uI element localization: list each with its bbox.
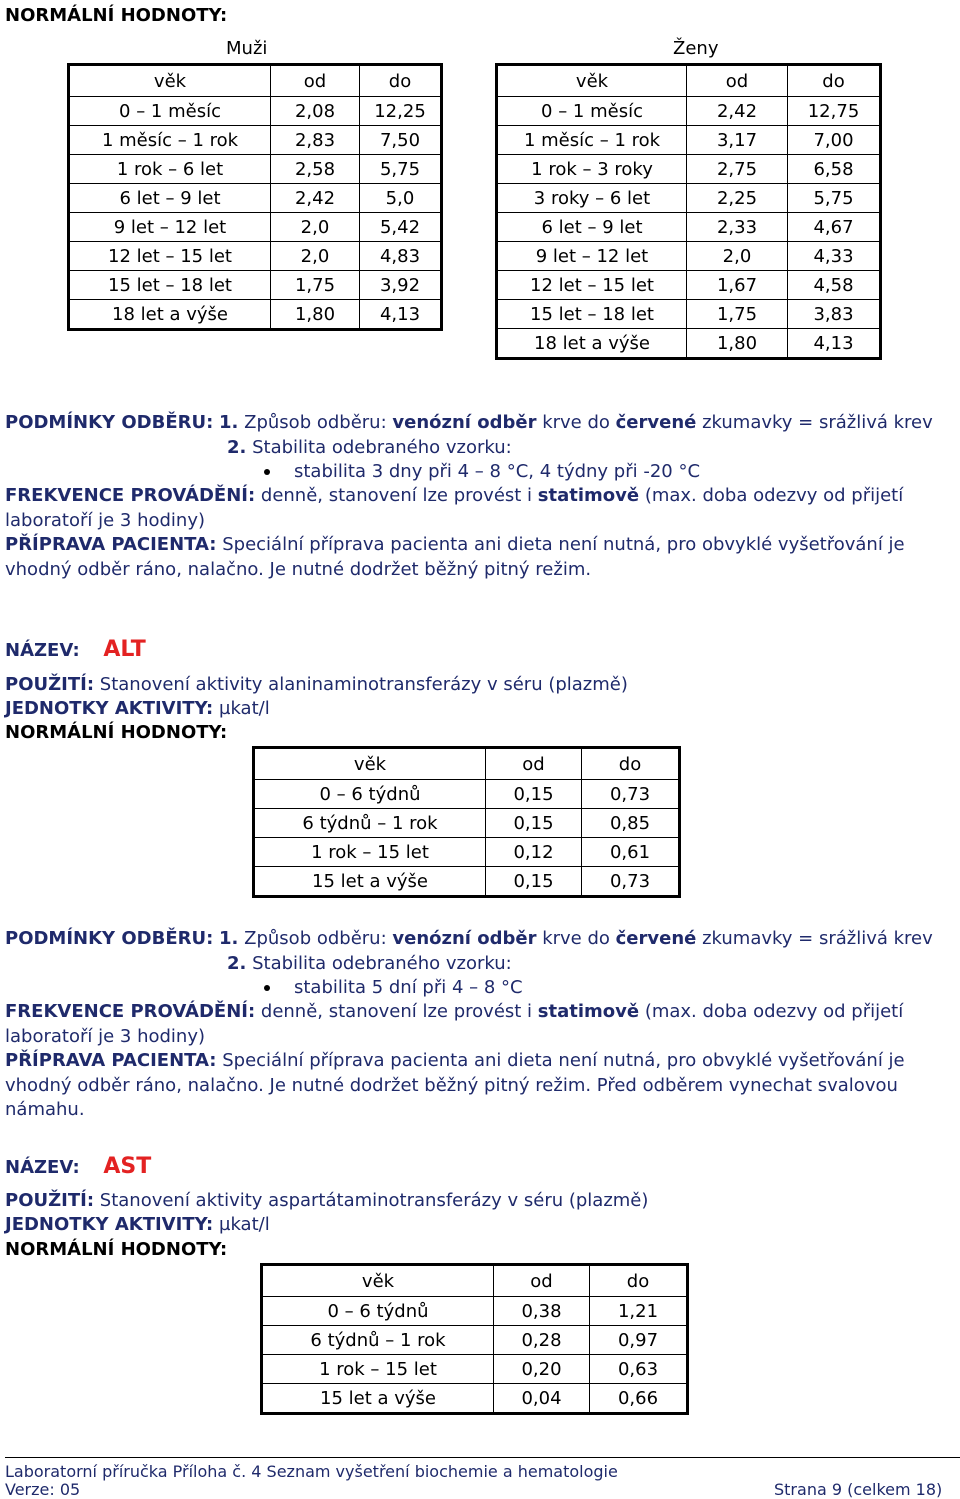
cell-age: 1 rok – 3 roky [497, 155, 687, 184]
name-label: NÁZEV: [5, 1157, 80, 1178]
cell-to: 6,58 [788, 155, 881, 184]
alt-normal-label: NORMÁLNÍ HODNOTY: [5, 722, 228, 743]
cell-to: 1,21 [590, 1297, 688, 1326]
table-row [497, 300, 881, 329]
bullet-icon [264, 469, 270, 475]
cond1-text-a: Způsob odběru: [244, 928, 393, 949]
col-header-to: do [582, 748, 680, 780]
table-row [497, 155, 881, 184]
footer-version: Verze: 05 [5, 1480, 81, 1499]
conditions-label: PODMÍNKY ODBĚRU: [5, 928, 214, 949]
cell-from: 0,12 [486, 838, 582, 867]
table-row [69, 271, 442, 300]
cell-to: 5,42 [360, 213, 442, 242]
cell-to: 0,61 [582, 838, 680, 867]
preparation-label: PŘÍPRAVA PACIENTA: [5, 534, 217, 555]
col-header-from: od [271, 65, 360, 97]
table-header-row [254, 748, 680, 780]
cell-from: 2,25 [687, 184, 788, 213]
bullet-text: stabilita 3 dny při 4 – 8 °C, 4 týdny při -20 °C [294, 461, 701, 482]
ast-use-line [5, 1189, 648, 1213]
cell-from: 0,38 [494, 1297, 590, 1326]
preparation-text-a: Speciální příprava pacienta ani dieta není nutná, pro obvyklé vyšetřování je [216, 534, 905, 555]
table-row [497, 97, 881, 126]
table-row [69, 126, 442, 155]
cell-to: 0,66 [590, 1384, 688, 1414]
alt-stability-bullet [264, 976, 523, 1000]
cond1-number: 1. [219, 928, 239, 949]
cell-age: 1 rok – 15 let [254, 838, 486, 867]
frequency-line [5, 484, 903, 508]
cell-from: 1,75 [687, 300, 788, 329]
preparation-text-a: Speciální příprava pacienta ani dieta není nutná, pro obvyklé vyšetřování je [216, 1050, 905, 1071]
units-value: µkat/l [213, 1214, 270, 1235]
cell-age: 12 let – 15 let [69, 242, 271, 271]
col-header-to: do [788, 65, 881, 97]
stability-bullet [264, 460, 700, 484]
cell-to: 5,0 [360, 184, 442, 213]
table-row [69, 184, 442, 213]
cell-from: 0,20 [494, 1355, 590, 1384]
test-name: ALT [103, 637, 146, 662]
name-label: NÁZEV: [5, 640, 80, 661]
cell-to: 7,00 [788, 126, 881, 155]
frequency-text-c: (max. doba odezvy od přijetí [639, 485, 904, 506]
units-label: JEDNOTKY AKTIVITY: [5, 1214, 214, 1235]
alt-name-line [5, 638, 146, 663]
cond1-number: 1. [219, 412, 239, 433]
women-label: Ženy [673, 38, 719, 59]
col-header-to: do [590, 1265, 688, 1297]
cell-to: 0,97 [590, 1326, 688, 1355]
men-label: Muži [226, 38, 268, 59]
frequency-line-2: laboratoří je 3 hodiny) [5, 510, 205, 531]
cell-from: 2,33 [687, 213, 788, 242]
ast-normal-label: NORMÁLNÍ HODNOTY: [5, 1239, 228, 1260]
col-header-to: do [360, 65, 442, 97]
table-header-row [262, 1265, 688, 1297]
cell-to: 12,75 [788, 97, 881, 126]
ast-units-line [5, 1213, 270, 1237]
cell-age: 1 rok – 15 let [262, 1355, 494, 1384]
table-row [254, 838, 680, 867]
cell-from: 3,17 [687, 126, 788, 155]
alt-preparation-line [5, 1049, 905, 1073]
table-header-row [69, 65, 442, 97]
alt-frequency-line [5, 1000, 903, 1024]
conditions-line-1 [5, 411, 933, 435]
cell-to: 5,75 [360, 155, 442, 184]
alt-preparation-line-3: námahu. [5, 1099, 85, 1120]
table-row [497, 126, 881, 155]
frequency-text-a: denně, stanovení lze provést i [255, 485, 538, 506]
cond1-text-a: Způsob odběru: [244, 412, 393, 433]
cell-age: 9 let – 12 let [497, 242, 687, 271]
cell-to: 5,75 [788, 184, 881, 213]
table-row [69, 155, 442, 184]
cell-from: 2,08 [271, 97, 360, 126]
frequency-label: FREKVENCE PROVÁDĚNÍ: [5, 485, 256, 506]
cond2-text: Stabilita odebraného vzorku: [252, 953, 512, 974]
cell-age: 0 – 1 měsíc [497, 97, 687, 126]
cell-age: 0 – 6 týdnů [254, 780, 486, 809]
cell-from: 0,15 [486, 809, 582, 838]
men-table [67, 63, 443, 331]
cond1-text-e: zkumavky = srážlivá krev [696, 412, 933, 433]
cell-age: 15 let a výše [254, 867, 486, 897]
cell-age: 1 měsíc – 1 rok [69, 126, 271, 155]
bullet-icon [264, 985, 270, 991]
cell-from: 2,0 [271, 242, 360, 271]
women-table [495, 63, 882, 360]
cell-from: 1,75 [271, 271, 360, 300]
cell-age: 6 týdnů – 1 rok [262, 1326, 494, 1355]
cell-from: 2,0 [271, 213, 360, 242]
table-row [262, 1326, 688, 1355]
cell-to: 4,13 [788, 329, 881, 359]
cell-from: 0,15 [486, 867, 582, 897]
test-name: AST [103, 1154, 152, 1179]
cell-from: 1,80 [687, 329, 788, 359]
table-row [69, 242, 442, 271]
cell-age: 15 let a výše [262, 1384, 494, 1414]
cell-from: 2,42 [271, 184, 360, 213]
cond2-number: 2. [227, 953, 247, 974]
cell-to: 0,63 [590, 1355, 688, 1384]
cell-age: 18 let a výše [69, 300, 271, 330]
cell-age: 15 let – 18 let [497, 300, 687, 329]
table-header-row [497, 65, 881, 97]
footer-divider [5, 1457, 960, 1458]
cell-to: 4,58 [788, 271, 881, 300]
cell-to: 3,92 [360, 271, 442, 300]
frequency-text-a: denně, stanovení lze provést i [255, 1001, 538, 1022]
cell-from: 2,58 [271, 155, 360, 184]
cell-age: 3 roky – 6 let [497, 184, 687, 213]
cell-age: 1 rok – 6 let [69, 155, 271, 184]
ast-table [260, 1263, 689, 1415]
frequency-text-c: (max. doba odezvy od přijetí [639, 1001, 904, 1022]
table-row [254, 780, 680, 809]
cell-to: 4,33 [788, 242, 881, 271]
alt-use-line [5, 673, 628, 697]
col-header-from: od [486, 748, 582, 780]
use-label: POUŽITÍ: [5, 1190, 95, 1211]
table-row [497, 329, 881, 359]
cell-to: 0,73 [582, 780, 680, 809]
cell-to: 3,83 [788, 300, 881, 329]
cell-from: 2,83 [271, 126, 360, 155]
cond1-text-b: venózní odběr [392, 928, 537, 949]
preparation-line-2: vhodný odběr ráno, nalačno. Je nutné dodržet běžný pitný režim. [5, 559, 592, 580]
table-row [497, 271, 881, 300]
use-text: Stanovení aktivity aspartátaminotransferázy v séru (plazmě) [94, 1190, 649, 1211]
cell-age: 9 let – 12 let [69, 213, 271, 242]
alt-preparation-line-2: vhodný odběr ráno, nalačno. Je nutné dodržet běžný pitný režim. Před odběrem vynechat svalovou [5, 1075, 898, 1096]
alt-conditions-line-2 [227, 952, 512, 976]
footer-title: Laboratorní příručka Příloha č. 4 Seznam vyšetření biochemie a hematologie [5, 1462, 618, 1481]
cell-age: 15 let – 18 let [69, 271, 271, 300]
col-header-age: věk [262, 1265, 494, 1297]
conditions-label: PODMÍNKY ODBĚRU: [5, 412, 214, 433]
cell-to: 4,13 [360, 300, 442, 330]
table-row [262, 1297, 688, 1326]
cell-to: 0,73 [582, 867, 680, 897]
cond1-text-d: červené [615, 928, 697, 949]
cell-age: 0 – 1 měsíc [69, 97, 271, 126]
cell-to: 7,50 [360, 126, 442, 155]
normal-values-label: NORMÁLNÍ HODNOTY: [5, 5, 228, 26]
cell-from: 2,75 [687, 155, 788, 184]
use-text: Stanovení aktivity alaninaminotransferázy v séru (plazmě) [94, 674, 628, 695]
preparation-line [5, 533, 905, 557]
cond2-number: 2. [227, 437, 247, 458]
table-row [497, 242, 881, 271]
cell-to: 12,25 [360, 97, 442, 126]
cell-age: 12 let – 15 let [497, 271, 687, 300]
col-header-from: od [494, 1265, 590, 1297]
table-row [69, 97, 442, 126]
frequency-text-b: statimově [537, 1001, 640, 1022]
conditions-line-2 [227, 436, 512, 460]
ast-name-line [5, 1155, 151, 1180]
cell-from: 2,42 [687, 97, 788, 126]
cell-to: 4,83 [360, 242, 442, 271]
col-header-age: věk [69, 65, 271, 97]
cond1-text-d: červené [615, 412, 697, 433]
table-row [69, 213, 442, 242]
cond1-text-c: krve do [536, 412, 616, 433]
alt-units-line [5, 697, 270, 721]
col-header-from: od [687, 65, 788, 97]
bullet-text: stabilita 5 dní při 4 – 8 °C [294, 977, 523, 998]
table-row [254, 809, 680, 838]
cell-to: 0,85 [582, 809, 680, 838]
alt-conditions-line-1 [5, 927, 933, 951]
cell-from: 2,0 [687, 242, 788, 271]
col-header-age: věk [254, 748, 486, 780]
use-label: POUŽITÍ: [5, 674, 95, 695]
cell-age: 1 měsíc – 1 rok [497, 126, 687, 155]
cell-to: 4,67 [788, 213, 881, 242]
cond2-text: Stabilita odebraného vzorku: [252, 437, 512, 458]
table-row [262, 1355, 688, 1384]
cond1-text-c: krve do [536, 928, 616, 949]
table-row [497, 184, 881, 213]
frequency-label: FREKVENCE PROVÁDĚNÍ: [5, 1001, 256, 1022]
preparation-label: PŘÍPRAVA PACIENTA: [5, 1050, 217, 1071]
cell-age: 6 týdnů – 1 rok [254, 809, 486, 838]
cell-age: 0 – 6 týdnů [262, 1297, 494, 1326]
table-row [69, 300, 442, 330]
frequency-text-b: statimově [537, 485, 640, 506]
units-value: µkat/l [213, 698, 270, 719]
alt-frequency-line-2: laboratoří je 3 hodiny) [5, 1026, 205, 1047]
cell-from: 1,67 [687, 271, 788, 300]
cond1-text-e: zkumavky = srážlivá krev [696, 928, 933, 949]
footer-page-number: Strana 9 (celkem 18) [774, 1480, 943, 1499]
cell-age: 6 let – 9 let [69, 184, 271, 213]
cond1-text-b: venózní odběr [392, 412, 537, 433]
cell-from: 0,04 [494, 1384, 590, 1414]
alt-table [252, 746, 681, 898]
units-label: JEDNOTKY AKTIVITY: [5, 698, 214, 719]
cell-from: 0,28 [494, 1326, 590, 1355]
table-row [262, 1384, 688, 1414]
cell-age: 18 let a výše [497, 329, 687, 359]
cell-from: 0,15 [486, 780, 582, 809]
col-header-age: věk [497, 65, 687, 97]
cell-age: 6 let – 9 let [497, 213, 687, 242]
cell-from: 1,80 [271, 300, 360, 330]
table-row [497, 213, 881, 242]
table-row [254, 867, 680, 897]
